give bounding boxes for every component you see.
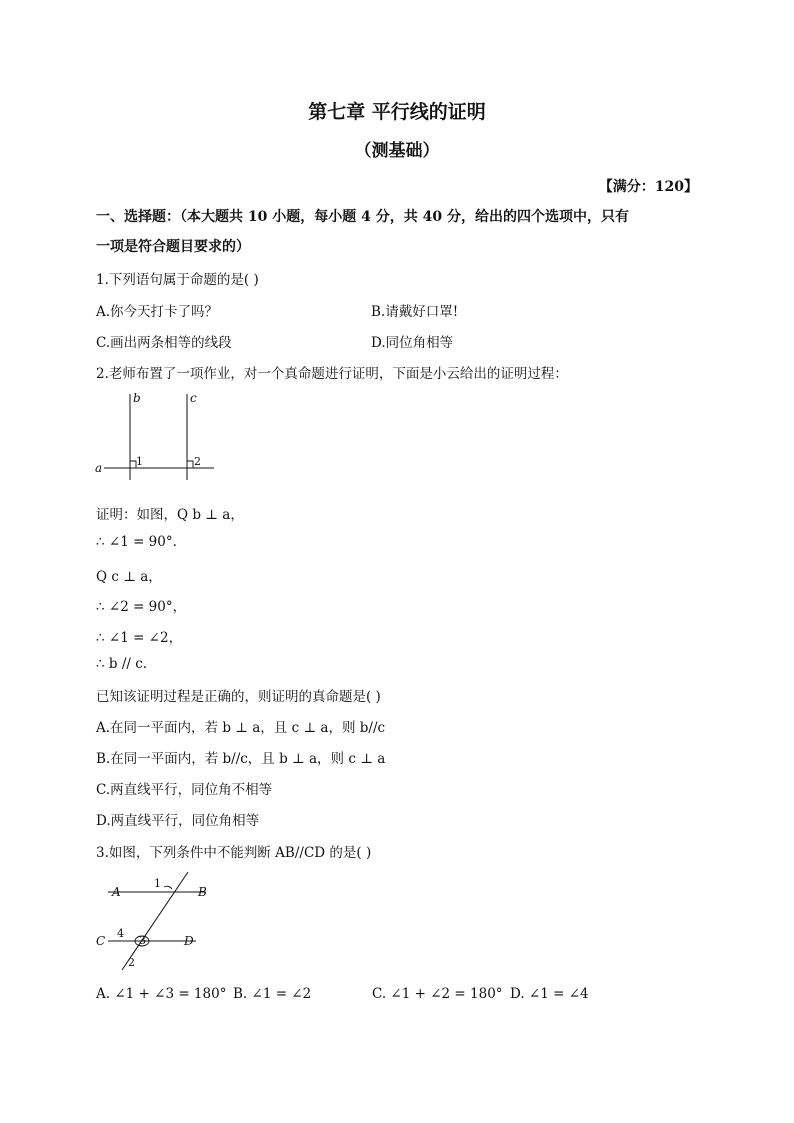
- q1-stem: 1.下列语句属于命题的是( ): [96, 272, 259, 288]
- q2-proof-line-5: ∴ ∠1 = ∠2，: [96, 630, 183, 646]
- q2-proof-line-6: ∴ b // c.: [96, 656, 148, 672]
- q1-option-c: C.画出两条相等的线段: [96, 335, 232, 351]
- q1-option-d: D.同位角相等: [371, 335, 454, 351]
- q2-ask: 已知该证明过程是正确的，则证明的真命题是( ): [96, 689, 381, 705]
- q3-option-a: A. ∠1 + ∠3 = 180°: [96, 986, 227, 1002]
- q3-option-b: B. ∠1 = ∠2: [233, 986, 312, 1002]
- q2-option-c: C.两直线平行，同位角不相等: [96, 782, 273, 798]
- q3-option-d: D. ∠1 = ∠4: [510, 986, 589, 1002]
- q1-option-a: A.你今天打卡了吗？: [96, 304, 219, 320]
- label-B: B: [198, 885, 207, 899]
- q2-option-b: B.在同一平面内，若 b//c，且 b ⊥ a，则 c ⊥ a: [96, 751, 386, 767]
- q3-stem: 3.如图，下列条件中不能判断 AB//CD 的是( ): [96, 845, 372, 861]
- label-C: C: [96, 934, 106, 948]
- q1-option-b: B.请戴好口罩!: [371, 304, 459, 320]
- page-subtitle: （测基础）: [354, 141, 440, 161]
- label-angle-2: 2: [194, 455, 201, 468]
- label-angle-1: 1: [136, 455, 143, 468]
- q2-proof-line-1: 证明：如图，Q b ⊥ a，: [96, 507, 244, 523]
- q2-proof-line-3: Q c ⊥ a，: [96, 569, 162, 585]
- label-c: c: [190, 391, 197, 405]
- label-A: A: [112, 885, 121, 899]
- q2-stem: 2.老师布置了一项作业，对一个真命题进行证明，下面是小云给出的证明过程：: [96, 366, 568, 382]
- section-heading-line2: 一项是符合题目要求的）: [96, 239, 250, 255]
- q2-option-a: A.在同一平面内，若 b ⊥ a，且 c ⊥ a，则 b//c: [96, 720, 386, 736]
- q3-figure: [90, 870, 220, 975]
- right-angle-mark-2: [187, 461, 193, 468]
- angle-arc-1: [164, 886, 172, 889]
- label-a: a: [95, 461, 103, 475]
- label-angle-2: 2: [128, 956, 135, 969]
- q2-option-d: D.两直线平行，同位角相等: [96, 813, 260, 829]
- page-title: 第七章 平行线的证明: [308, 101, 486, 123]
- q2-proof-line-2: ∴ ∠1 = 90°.: [96, 534, 177, 550]
- score-label: 【满分：120】: [598, 179, 698, 195]
- section-heading-line1: 一、选择题：（本大题共 10 小题，每小题 4 分，共 40 分，给出的四个选项中，只有: [96, 209, 629, 225]
- label-b: b: [133, 391, 141, 405]
- label-D: D: [184, 934, 194, 948]
- q2-figure: [90, 388, 220, 480]
- q3-option-c: C. ∠1 + ∠2 = 180°: [372, 986, 503, 1002]
- label-angle-1: 1: [154, 877, 161, 890]
- q2-proof-line-4: ∴ ∠2 = 90°，: [96, 599, 187, 615]
- label-angle-4: 4: [117, 927, 124, 940]
- label-angle-3: 3: [139, 934, 146, 947]
